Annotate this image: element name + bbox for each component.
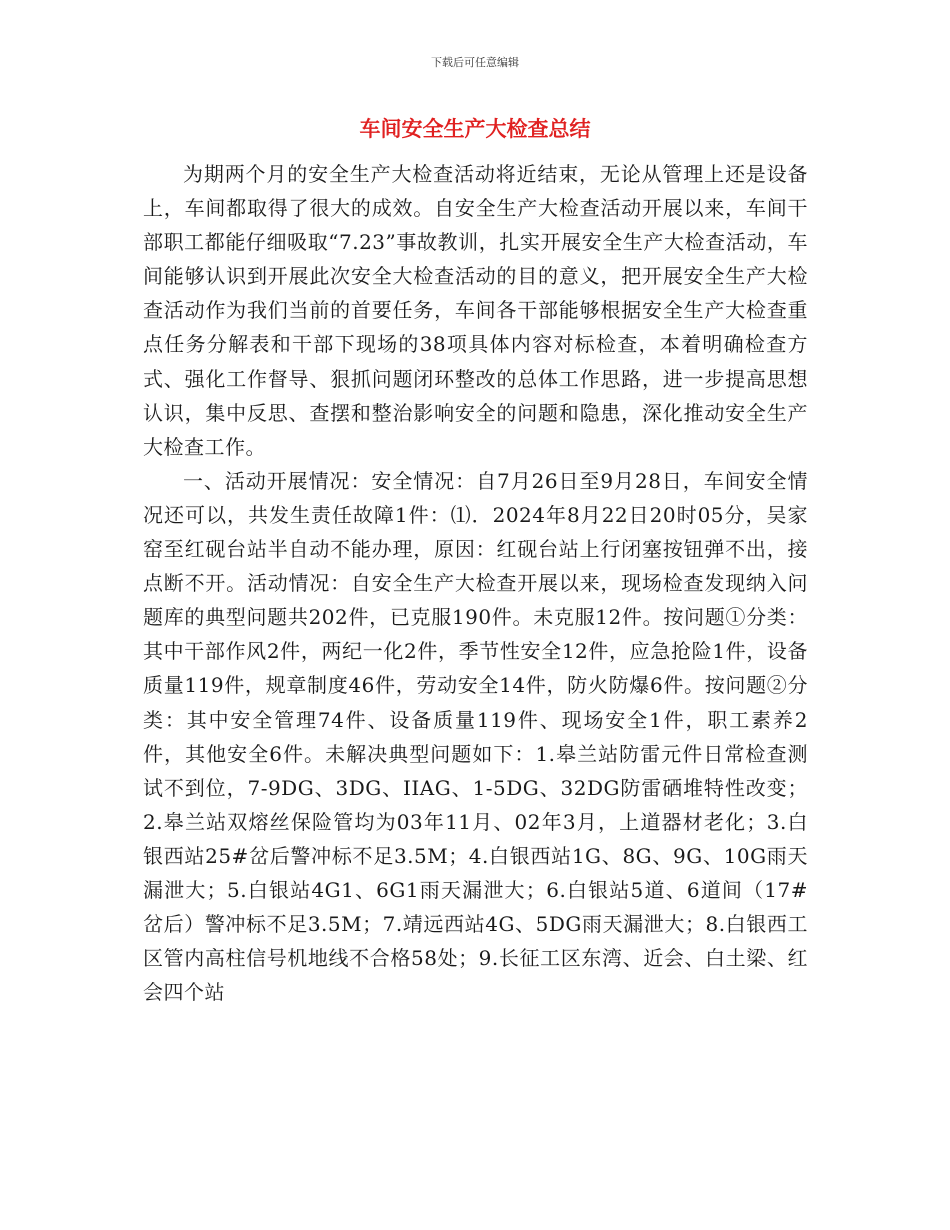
header-note: 下载后可任意编辑 <box>431 56 519 69</box>
paragraph-intro: 为期两个月的安全生产大检查活动将近结束，无论从管理上还是设备上，车间都取得了很大的成效。自安全生产大检查活动开展以来，车间干部职工都能仔细吸取“7.23”事故教训，扎实开展安全生产大检查活动，车间能够认识到开展此次安全大检查活动的目的意义，把开展安全生产大检查活动作为我们当前的首要任务，车间各干部能够根据安全生产大检查重点任务分解表和干部下现场的38项具体内容对标检查，本着明确检查方式、强化工作督导、狠抓问题闭环整改的总体工作思路，进一步提高思想认识，集中反思、查摆和整治影响安全的问题和隐患，深化推动安全生产大检查工作。 <box>143 162 808 459</box>
document-title: 车间安全生产大检查总结 <box>359 117 591 141</box>
paragraph-activity: 一、活动开展情况：安全情况：自7月26日至9月28日，车间安全情况还可以，共发生责任故障1件：⑴．2024年8月22日20时05分，吴家窑至红砚台站半自动不能办理，原因：红砚台站上行闭塞按钮弹不出，接点断不开。活动情况：自安全生产大检查开展以来，现场检查发现纳入问题库的典型问题共202件，已克服190件。未克服12件。按问题①分类：其中干部作风2件，两纪一化2件，季节性安全12件，应急抢险1件，设备质量119件，规章制度46件，劳动安全14件，防火防爆6件。按问题②分类：其中安全管理74件、设备质量119件、现场安全1件，职工素养2件，其他安全6件。未解决典型问题如下：1.皋兰站防雷元件日常检查测试不到位，7-9DG、3DG、IIAG、1-5DG、32DG防雷硒堆特性改变；2.皋兰站双熔丝保险管均为03年11月、02年3月，上道器材老化；3.白银西站25#岔后警冲标不足3.5M；4.白银西站1G、8G、9G、10G雨天漏泄大；5.白银站4G1、6G1雨天漏泄大；6.白银站5道、6道间（17#岔后）警冲标不足3.5M；7.靖远西站4G、5DG雨天漏泄大；8.白银西工区管内高柱信号机地线不合格58处；9.长征工区东湾、近会、白土梁、红会四个站 <box>143 468 808 1005</box>
document-body <box>143 157 808 1009</box>
